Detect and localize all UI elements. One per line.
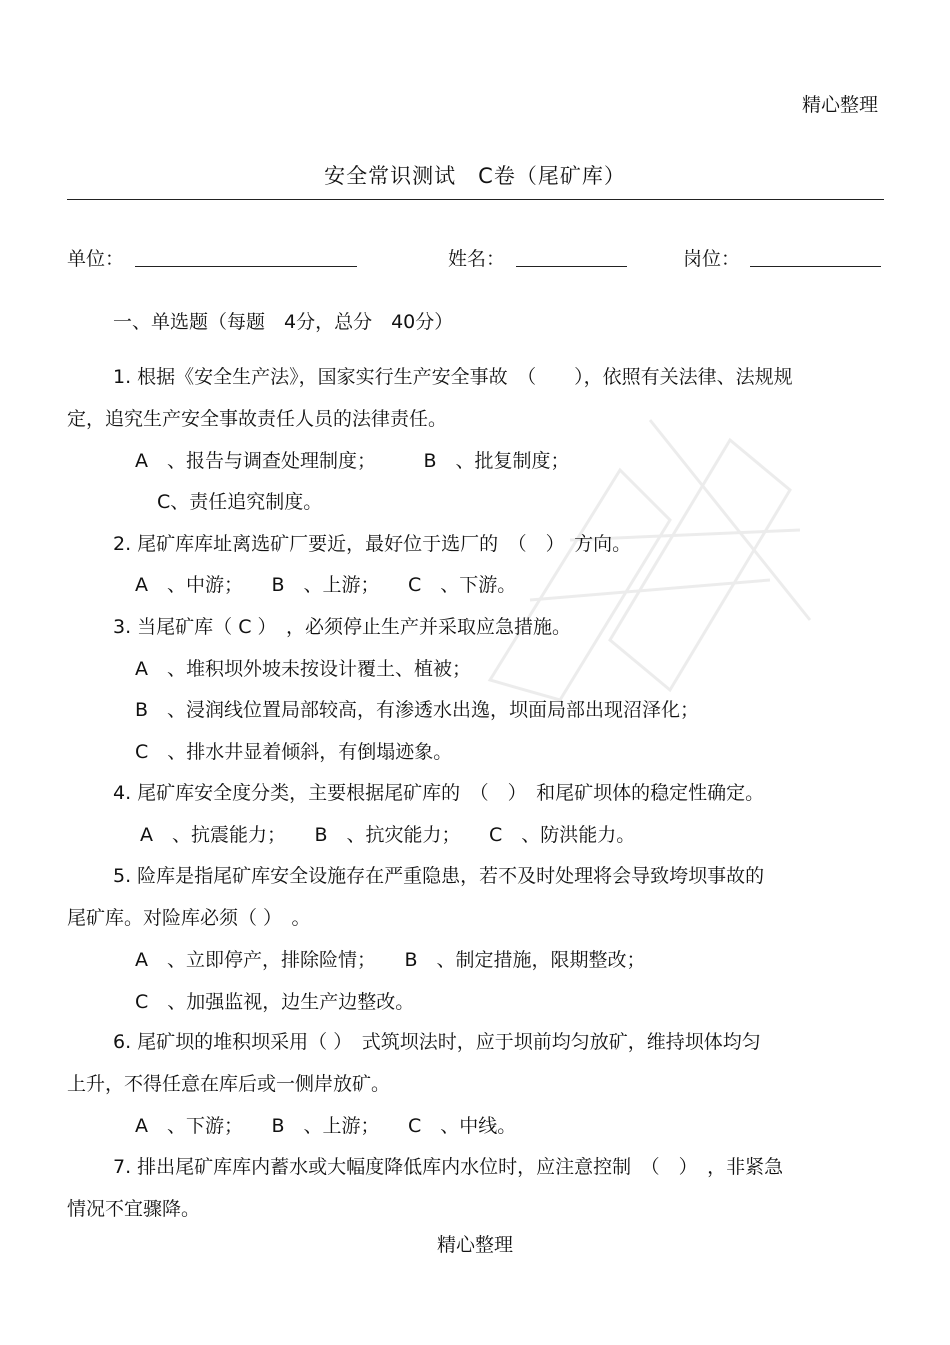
question-5-options-2: C 、加强监视，边生产边整改。 (135, 991, 415, 1013)
section-title: 一、单选题（每题 4分，总分 40分） (113, 311, 454, 333)
post-blank (750, 266, 881, 267)
question-4-options-1: A 、抗震能力； B 、抗灾能力； C 、防洪能力。 (140, 824, 636, 846)
question-3-options-3: C 、排水井显着倾斜，有倒塌迹象。 (135, 741, 453, 763)
header-note: 精心整理 (801, 94, 878, 116)
question-2-line-1: 2. 尾矿库库址离选矿厂要近，最好位于选厂的 （ ） 方向。 (113, 533, 632, 555)
question-4-line-1: 4. 尾矿库安全度分类，主要根据尾矿库的 （ ） 和尾矿坝体的稳定性确定。 (113, 782, 765, 804)
question-6-line-2: 上升，不得任意在库后或一侧岸放矿。 (67, 1073, 391, 1095)
question-7-line-2: 情况不宜骤降。 (67, 1198, 201, 1220)
question-7-line-1: 7. 排出尾矿库库内蓄水或大幅度降低库内水位时，应注意控制 （ ） ，非紧急 (113, 1156, 784, 1178)
unit-label: 单位： (67, 248, 125, 270)
question-6-options-1: A 、下游； B 、上游； C 、中线。 (135, 1115, 517, 1137)
question-5-options-1: A 、立即停产，排除险情； B 、制定措施，限期整改； (135, 949, 646, 971)
question-1-line-2: 定，追究生产安全事故责任人员的法律责任。 (67, 408, 448, 430)
question-3-options-1: A 、堆积坝外坡未按设计覆土、植被； (135, 658, 471, 680)
question-1-options-2: C、责任追究制度。 (157, 491, 323, 513)
question-5-line-2: 尾矿库。对险库必须（ ） 。 (67, 907, 311, 929)
unit-blank (135, 266, 357, 267)
post-label: 岗位： (683, 248, 741, 270)
question-6-line-1: 6. 尾矿坝的堆积坝采用（ ） 式筑坝法时，应于坝前均匀放矿，维持坝体均匀 (113, 1031, 761, 1053)
name-label: 姓名： (448, 248, 506, 270)
question-5-line-1: 5. 险库是指尾矿库安全设施存在严重隐患，若不及时处理将会导致垮坝事故的 (113, 865, 765, 887)
name-blank (516, 266, 627, 267)
question-3-line-1: 3. 当尾矿库（ C ） ，必须停止生产并采取应急措施。 (113, 616, 572, 638)
question-1-options-1: A 、报告与调查处理制度； B 、批复制度； (135, 450, 570, 472)
question-3-options-2: B 、浸润线位置局部较高，有渗透水出逸，坝面局部出现沼泽化； (135, 699, 700, 721)
title-divider (67, 199, 884, 200)
footer-note: 精心整理 (436, 1234, 513, 1256)
question-2-options-1: A 、中游； B 、上游； C 、下游。 (135, 574, 517, 596)
question-1-line-1: 1. 根据《安全生产法》，国家实行生产安全事故 （ ），依照有关法律、法规规 (113, 366, 793, 388)
page-title: 安全常识测试 C卷（尾矿库） (324, 164, 626, 188)
